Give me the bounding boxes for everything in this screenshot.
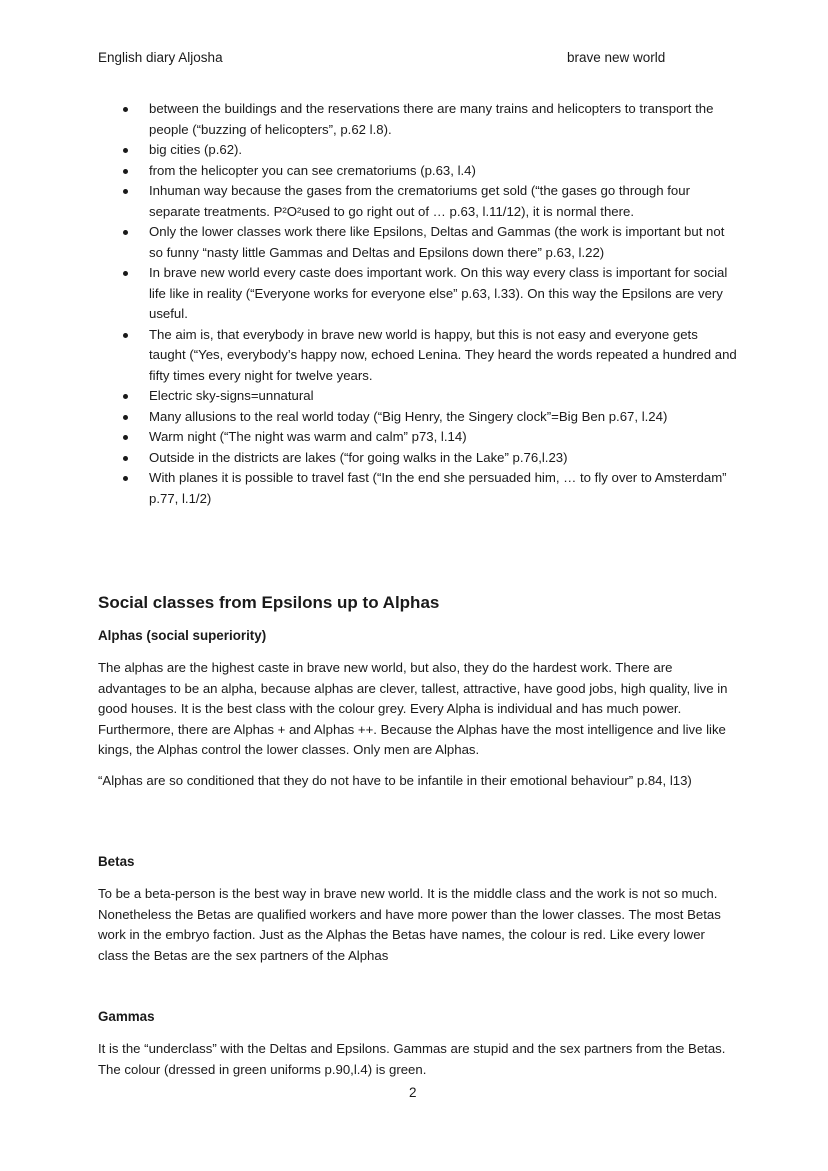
bullet-icon [123,107,128,112]
bullet-icon [123,415,128,420]
betas-heading: Betas [98,854,135,869]
list-item: Inhuman way because the gases from the crematoriums get sold (“the gases go through four separate treatments. P²O²used to go right out of … p.63, l.11/12), it is normal there. [98,181,738,222]
bullet-icon [123,435,128,440]
alphas-paragraph: The alphas are the highest caste in brave new world, but also, they do the hardest work. There are advantages to be an alpha, because alphas are clever, tallest, attractive, have good jobs, high quality, live in good houses. It is the best class with the colour grey. Every Alpha is individual and has much power. Furthermore, there are Alphas + and Alphas ++. Because the Alphas have the most intelligence and live like kings, the Alphas control the lower classes. Only men are Alphas. [98,660,728,757]
header-right: brave new world [567,50,666,65]
bullet-icon [123,148,128,153]
bullet-icon [123,333,128,338]
bullet-icon [123,456,128,461]
list-item: big cities (p.62). [98,140,738,161]
alphas-quote: “Alphas are so conditioned that they do not have to be infantile in their emotional behaviour” p.84, l13) [98,773,692,788]
list-item: In brave new world every caste does important work. On this way every class is important for social life like in reality (“Everyone works for everyone else” p.63, l.33). On this way the Epsilons are very useful. [98,263,738,325]
page-number: 2 [409,1085,417,1100]
bullet-icon [123,394,128,399]
header-left: English diary Aljosha [98,50,223,65]
list-item: between the buildings and the reservations there are many trains and helicopters to transport the people (“buzzing of helicopters”, p.62 l.8). [98,99,738,140]
bullet-icon [123,271,128,276]
list-item: With planes it is possible to travel fast (“In the end she persuaded him, … to fly over to Amsterdam” p.77, l.1/2) [98,468,738,509]
bullet-icon [123,189,128,194]
list-item: The aim is, that everybody in brave new world is happy, but this is not easy and everyone gets taught (“Yes, everybody’s happy now, echoed Lenina. They heard the words repeated a hundred and fifty times every night for twelve years. [98,325,738,387]
list-item: Many allusions to the real world today (“Big Henry, the Singery clock”=Big Ben p.67, l.24) [98,407,738,428]
list-item: Only the lower classes work there like Epsilons, Deltas and Gammas (the work is important but not so funny “nasty little Gammas and Deltas and Epsilons down there” p.63, l.22) [98,222,738,263]
alphas-heading: Alphas (social superiority) [98,628,267,643]
bullet-icon [123,476,128,481]
gammas-heading: Gammas [98,1009,155,1024]
betas-paragraph: To be a beta-person is the best way in brave new world. It is the middle class and the work is not so much. Nonetheless the Betas are qualified workers and have more power than the lower classes. The most Betas work in the embryo faction. Just as the Alphas the Betas have names, the colour is red. Like every lower class the Betas are the sex partners of the Alphas [98,886,721,963]
list-item: from the helicopter you can see crematoriums (p.63, l.4) [98,161,738,182]
bullet-icon [123,230,128,235]
list-item: Electric sky-signs=unnatural [98,386,738,407]
section-title: Social classes from Epsilons up to Alphas [98,593,440,612]
observation-list [98,99,738,509]
list-item: Warm night (“The night was warm and calm” p73, l.14) [98,427,738,448]
list-item: Outside in the districts are lakes (“for going walks in the Lake” p.76,l.23) [98,448,738,469]
gammas-paragraph: It is the “underclass” with the Deltas and Epsilons. Gammas are stupid and the sex partners from the Betas. The colour (dressed in green uniforms p.90,l.4) is green. [98,1041,726,1077]
bullet-icon [123,169,128,174]
